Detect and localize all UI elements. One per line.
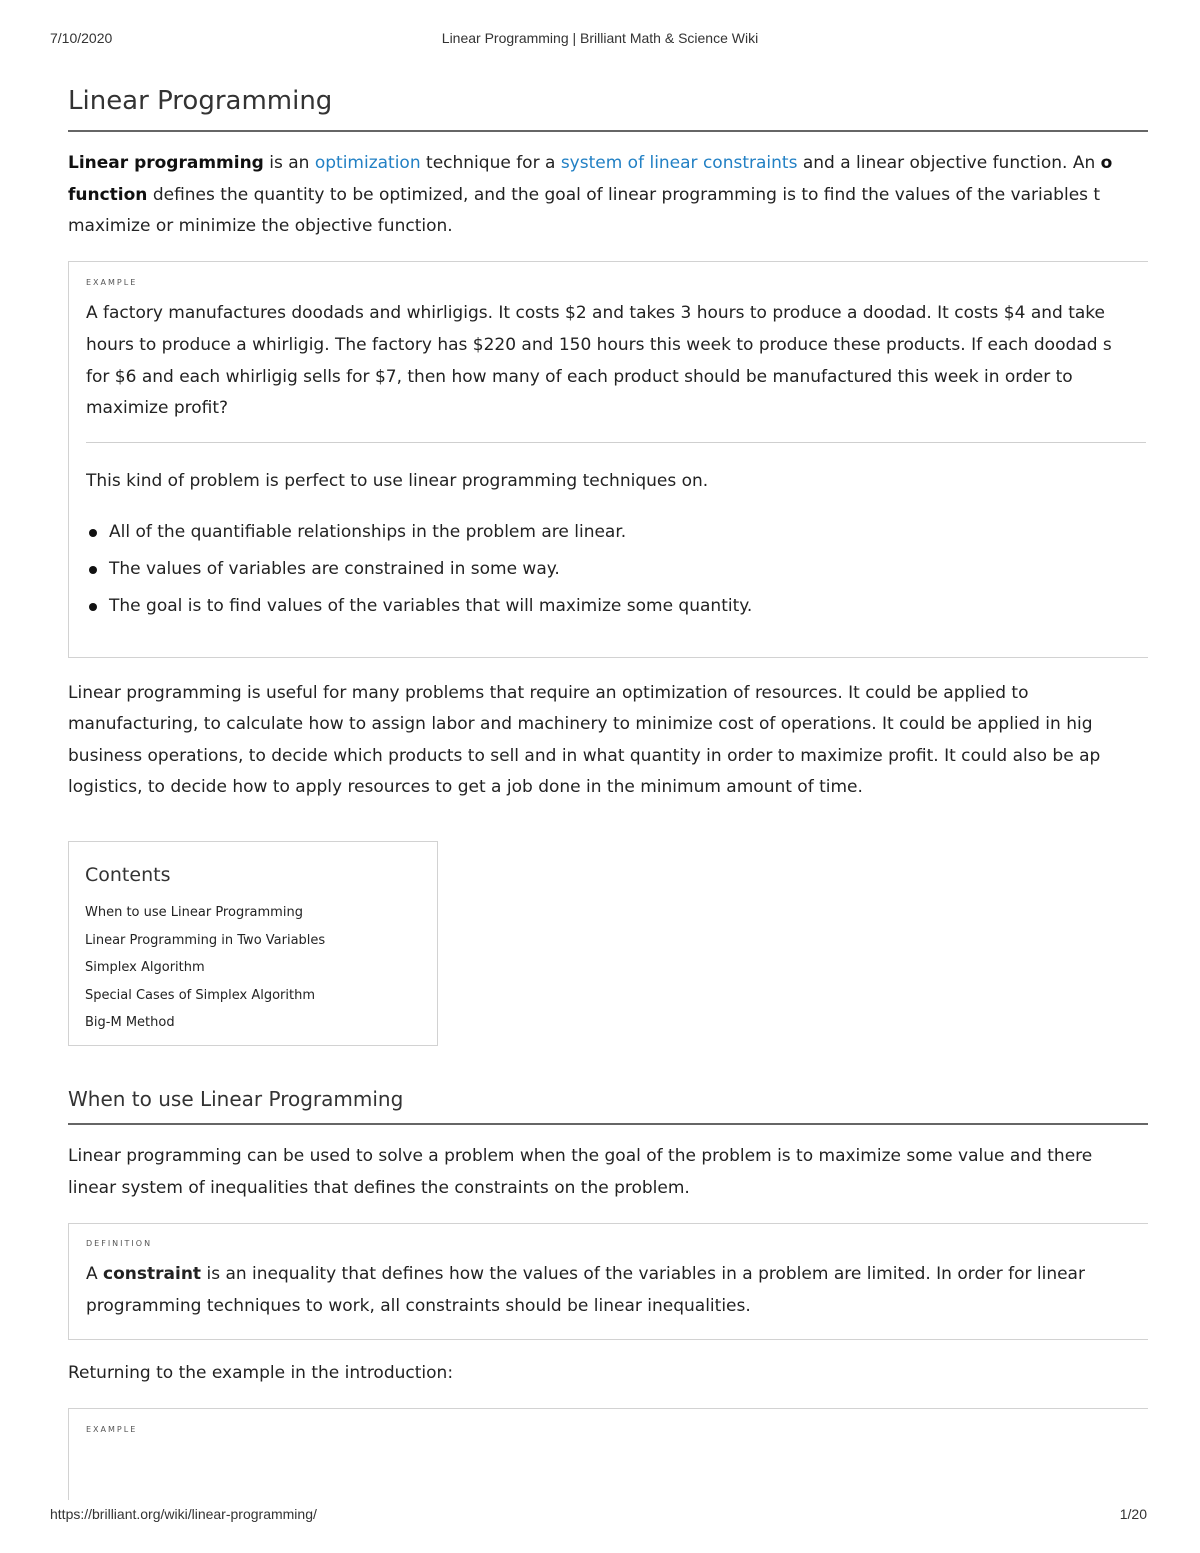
section-heading: When to use Linear Programming	[68, 1087, 404, 1111]
contents-title: Contents	[85, 864, 171, 886]
solution-intro: This kind of problem is perfect to use linear programming techniques on.	[86, 471, 709, 491]
print-page-number: 1/20	[1119, 1506, 1147, 1522]
term-linear-programming: Linear programming	[68, 153, 264, 173]
print-page-title: Linear Programming | Brilliant Math & Science Wiki	[441, 30, 759, 46]
bullet-icon	[89, 603, 97, 611]
example-line: hours to produce a whirligig. The factory has $220 and 150 hours this week to produce these products. If each doodad s	[86, 335, 1112, 355]
bullet-icon	[89, 529, 97, 537]
linear-constraints-link[interactable]: system of linear constraints	[560, 153, 798, 173]
usefulness-line: manufacturing, to calculate how to assign labor and machinery to minimize cost of operations. It could be applied in hig	[68, 714, 1093, 734]
solution-bullet-list	[86, 514, 752, 625]
table-of-contents	[68, 841, 438, 1046]
title-divider	[68, 130, 1148, 132]
example-line: A factory manufactures doodads and whirligigs. It costs $2 and takes 3 hours to produce a doodad. It costs $4 and take	[86, 303, 1105, 323]
list-item: The values of variables are constrained in some way.	[86, 551, 752, 588]
contents-link-simplex[interactable]: Simplex Algorithm	[85, 960, 205, 975]
contents-list	[85, 899, 325, 1037]
returning-text: Returning to the example in the introduction:	[68, 1363, 454, 1383]
contents-link-when-to-use[interactable]: When to use Linear Programming	[85, 905, 303, 920]
definition-line-2: programming techniques to work, all constraints should be linear inequalities.	[86, 1296, 751, 1316]
page-title: Linear Programming	[68, 86, 333, 116]
contents-link-special-cases[interactable]: Special Cases of Simplex Algorithm	[85, 987, 316, 1003]
print-footer	[0, 1506, 1200, 1526]
definition-box	[68, 1223, 1148, 1340]
optimization-link[interactable]: optimization	[314, 153, 421, 173]
definition-label: DEFINITION	[86, 1239, 153, 1248]
example-box-2	[68, 1408, 1148, 1500]
contents-link-two-variables[interactable]: Linear Programming in Two Variables	[85, 932, 326, 948]
intro-line-2: function defines the quantity to be optimized, and the goal of linear programming is to find the values of the variables t	[68, 185, 1101, 205]
section-divider	[68, 1123, 1148, 1125]
list-item: All of the quantifiable relationships in the problem are linear.	[86, 514, 752, 551]
section-paragraph-line: linear system of inequalities that defines the constraints on the problem.	[68, 1178, 690, 1198]
example-label: EXAMPLE	[86, 278, 138, 287]
intro-line-1: Linear programming is an optimization technique for a system of linear constraints and a linear objective function. An o	[68, 153, 1113, 173]
list-item: The goal is to find values of the variables that will maximize some quantity.	[86, 588, 752, 625]
example-line: for $6 and each whirligig sells for $7, then how many of each product should be manufactured this week in order to	[86, 367, 1073, 387]
print-url: https://brilliant.org/wiki/linear-programming/	[50, 1506, 317, 1522]
term-constraint: constraint	[103, 1264, 202, 1284]
usefulness-line: Linear programming is useful for many problems that require an optimization of resources. It could be applied to	[68, 683, 1029, 703]
bullet-icon	[89, 566, 97, 574]
print-date: 7/10/2020	[50, 30, 113, 46]
example-box	[68, 261, 1148, 658]
intro-line-3: maximize or minimize the objective function.	[68, 216, 453, 236]
example-solution-divider[interactable]	[86, 442, 1146, 443]
article	[68, 0, 1148, 1500]
example-label: EXAMPLE	[86, 1425, 138, 1434]
contents-link-big-m[interactable]: Big-M Method	[85, 1015, 175, 1030]
usefulness-line: logistics, to decide how to apply resources to get a job done in the minimum amount of time.	[68, 777, 863, 797]
term-objective-function: function	[68, 185, 148, 205]
example-line: maximize profit?	[86, 398, 229, 418]
section-paragraph-line: Linear programming can be used to solve a problem when the goal of the problem is to maximize some value and there	[68, 1146, 1093, 1166]
usefulness-line: business operations, to decide which products to sell and in what quantity in order to maximize profit. It could also be ap	[68, 746, 1101, 766]
definition-line-1: A constraint is an inequality that defines how the values of the variables in a problem are limited. In order for linear	[86, 1264, 1085, 1284]
